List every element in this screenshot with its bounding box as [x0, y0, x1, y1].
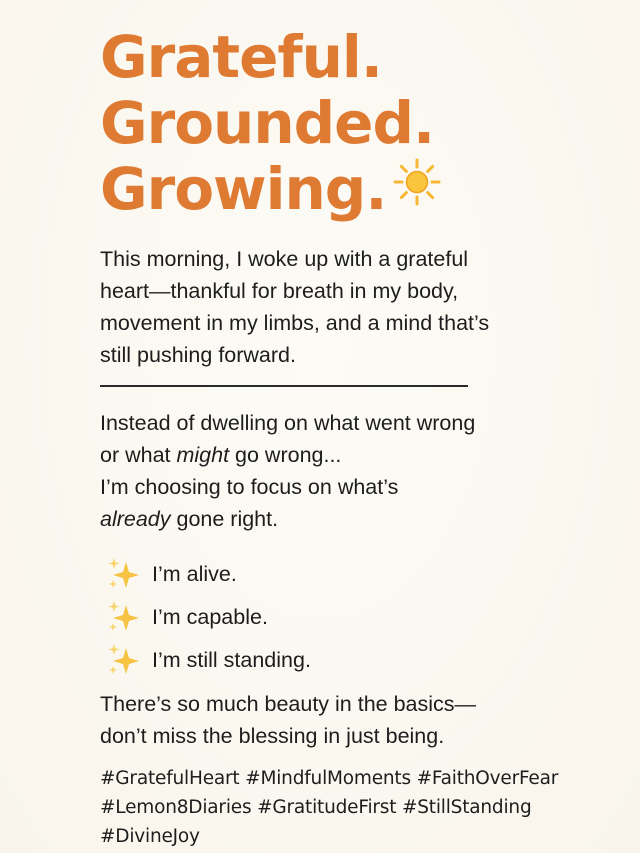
headline [100, 24, 442, 226]
closing-line-1: There’s so much beauty in the basics— [100, 692, 477, 716]
affirmation-list [104, 553, 311, 682]
closing-line-2: don’t miss the blessing in just being. [100, 724, 445, 748]
closing-paragraph [100, 688, 570, 752]
headline-line-2: Grounded. [100, 89, 435, 157]
reflection-line-2-post: go wrong... [229, 443, 342, 467]
reflection-paragraph [100, 407, 570, 535]
affirmation-item [104, 596, 311, 639]
sparkles-icon [104, 556, 142, 594]
reflection-line-1: Instead of dwelling on what went wrong [100, 411, 476, 435]
affirmation-text: I’m still standing. [152, 648, 311, 672]
intro-line-3: movement in my limbs, and a mind that’s [100, 311, 490, 335]
affirmation-text: I’m capable. [152, 605, 268, 629]
intro-line-2: heart—thankful for breath in my body, [100, 279, 459, 303]
affirmation-text: I’m alive. [152, 562, 237, 586]
headline-line-3-wrap [100, 156, 442, 226]
hashtag-line-3: #DivineJoy [100, 826, 200, 847]
hashtag-line-2: #Lemon8Diaries #GratitudeFirst #StillStanding [100, 797, 532, 818]
intro-line-4: still pushing forward. [100, 343, 296, 367]
sparkles-icon [104, 642, 142, 680]
headline-line-3: Growing. [100, 155, 387, 223]
affirmation-item [104, 553, 311, 596]
hashtag-line-1: #GratefulHeart #MindfulMoments #FaithOverFear [100, 768, 559, 789]
intro-line-1: This morning, I woke up with a grateful [100, 247, 469, 271]
affirmation-item [104, 639, 311, 682]
reflection-line-4-post: gone right. [170, 507, 279, 531]
reflection-line-4 [100, 503, 570, 535]
sun-icon [392, 154, 442, 220]
reflection-line-2-emphasis: might [176, 443, 230, 467]
reflection-line-2 [100, 439, 570, 471]
headline-line-1: Grateful. [100, 23, 382, 91]
divider [100, 385, 468, 387]
hashtags [100, 764, 630, 851]
reflection-line-4-emphasis: already [100, 507, 171, 531]
sparkles-icon [104, 599, 142, 637]
reflection-line-3: I’m choosing to focus on what’s [100, 475, 399, 499]
reflection-line-2-pre: or what [100, 443, 177, 467]
intro-paragraph [100, 243, 570, 371]
